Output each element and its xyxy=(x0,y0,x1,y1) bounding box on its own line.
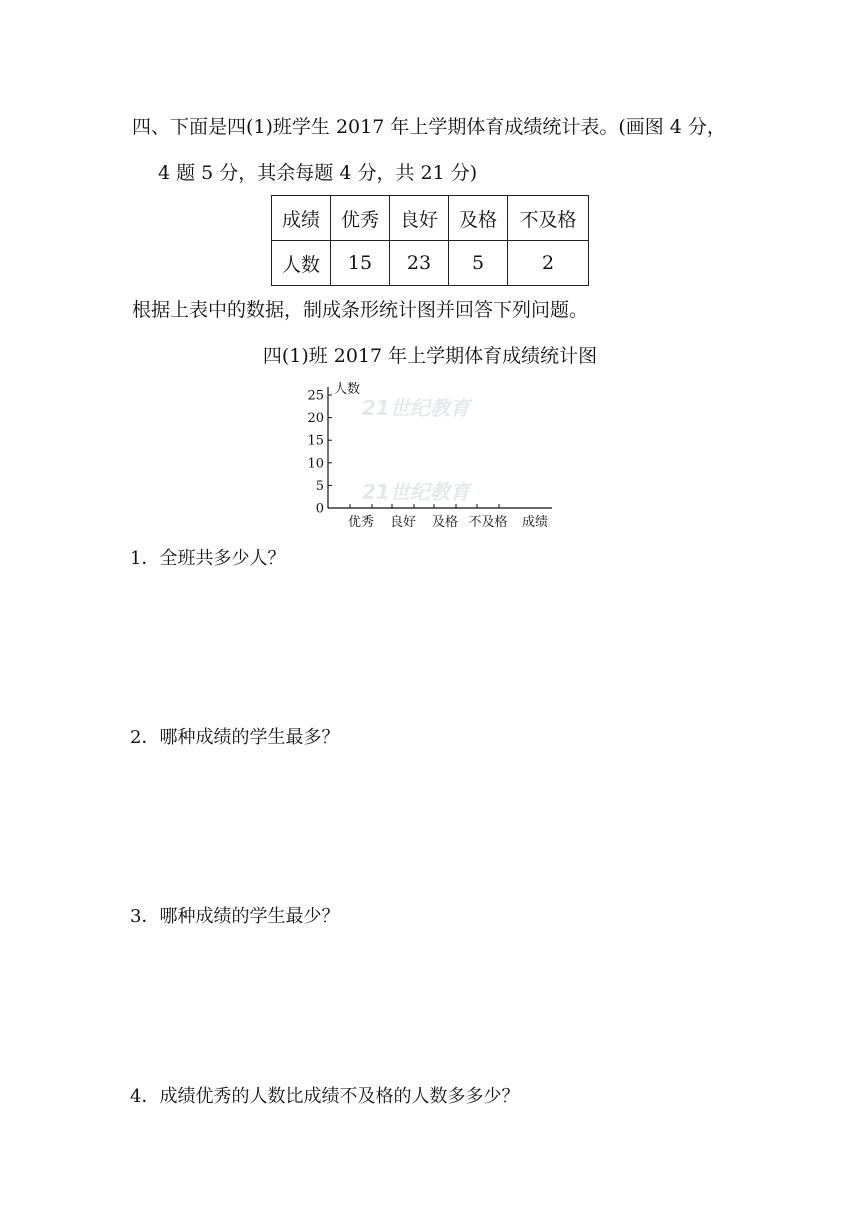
x-category-label: 及格 xyxy=(431,515,459,530)
question-2: 2．哪种成绩的学生最多？ xyxy=(130,727,340,748)
value-cell: 15 xyxy=(331,241,390,286)
header-cell: 成绩 xyxy=(272,196,331,241)
question-4: 4．成绩优秀的人数比成绩不及格的人数多多少？ xyxy=(130,1086,520,1107)
watermark-text: 21世纪教育 xyxy=(362,396,470,420)
x-category-label: 不及格 xyxy=(468,515,508,530)
chart-title: 四(1)班 2017 年上学期体育成绩统计图 xyxy=(262,345,598,367)
table-header-row xyxy=(272,196,589,241)
header-cell: 优秀 xyxy=(331,196,390,241)
table-data-row xyxy=(272,241,589,286)
intro-line-2: 4 题 5 分，其余每题 4 分，共 21 分) xyxy=(158,162,478,184)
instruction-text: 根据上表中的数据，制成条形统计图并回答下列问题。 xyxy=(132,299,589,321)
y-axis-label: 人数 xyxy=(334,382,361,397)
header-cell: 良好 xyxy=(390,196,449,241)
y-tick-label: 10 xyxy=(307,456,324,472)
x-category-label: 优秀 xyxy=(347,515,375,530)
y-tick-label: 25 xyxy=(307,388,324,404)
value-cell: 2 xyxy=(508,241,589,286)
score-table xyxy=(271,195,589,286)
x-category-label: 良好 xyxy=(389,515,417,530)
y-tick-label: 15 xyxy=(307,433,324,449)
row-label-cell: 人数 xyxy=(272,241,331,286)
y-tick-label: 0 xyxy=(315,501,324,517)
header-cell: 不及格 xyxy=(508,196,589,241)
value-cell: 5 xyxy=(449,241,508,286)
question-1: 1．全班共多少人？ xyxy=(130,548,286,569)
intro-line-1: 四、下面是四(1)班学生 2017 年上学期体育成绩统计表。(画图 4 分， xyxy=(132,116,726,138)
bar-chart xyxy=(290,375,570,535)
watermark-group xyxy=(362,396,473,504)
value-cell: 23 xyxy=(390,241,449,286)
x-axis-label: 成绩 xyxy=(522,515,549,530)
question-3: 3．哪种成绩的学生最少？ xyxy=(130,906,340,927)
y-tick-label: 20 xyxy=(307,411,324,427)
y-tick-label: 5 xyxy=(315,478,324,494)
header-cell: 及格 xyxy=(449,196,508,241)
watermark-text: 21世纪教育 xyxy=(362,480,470,504)
